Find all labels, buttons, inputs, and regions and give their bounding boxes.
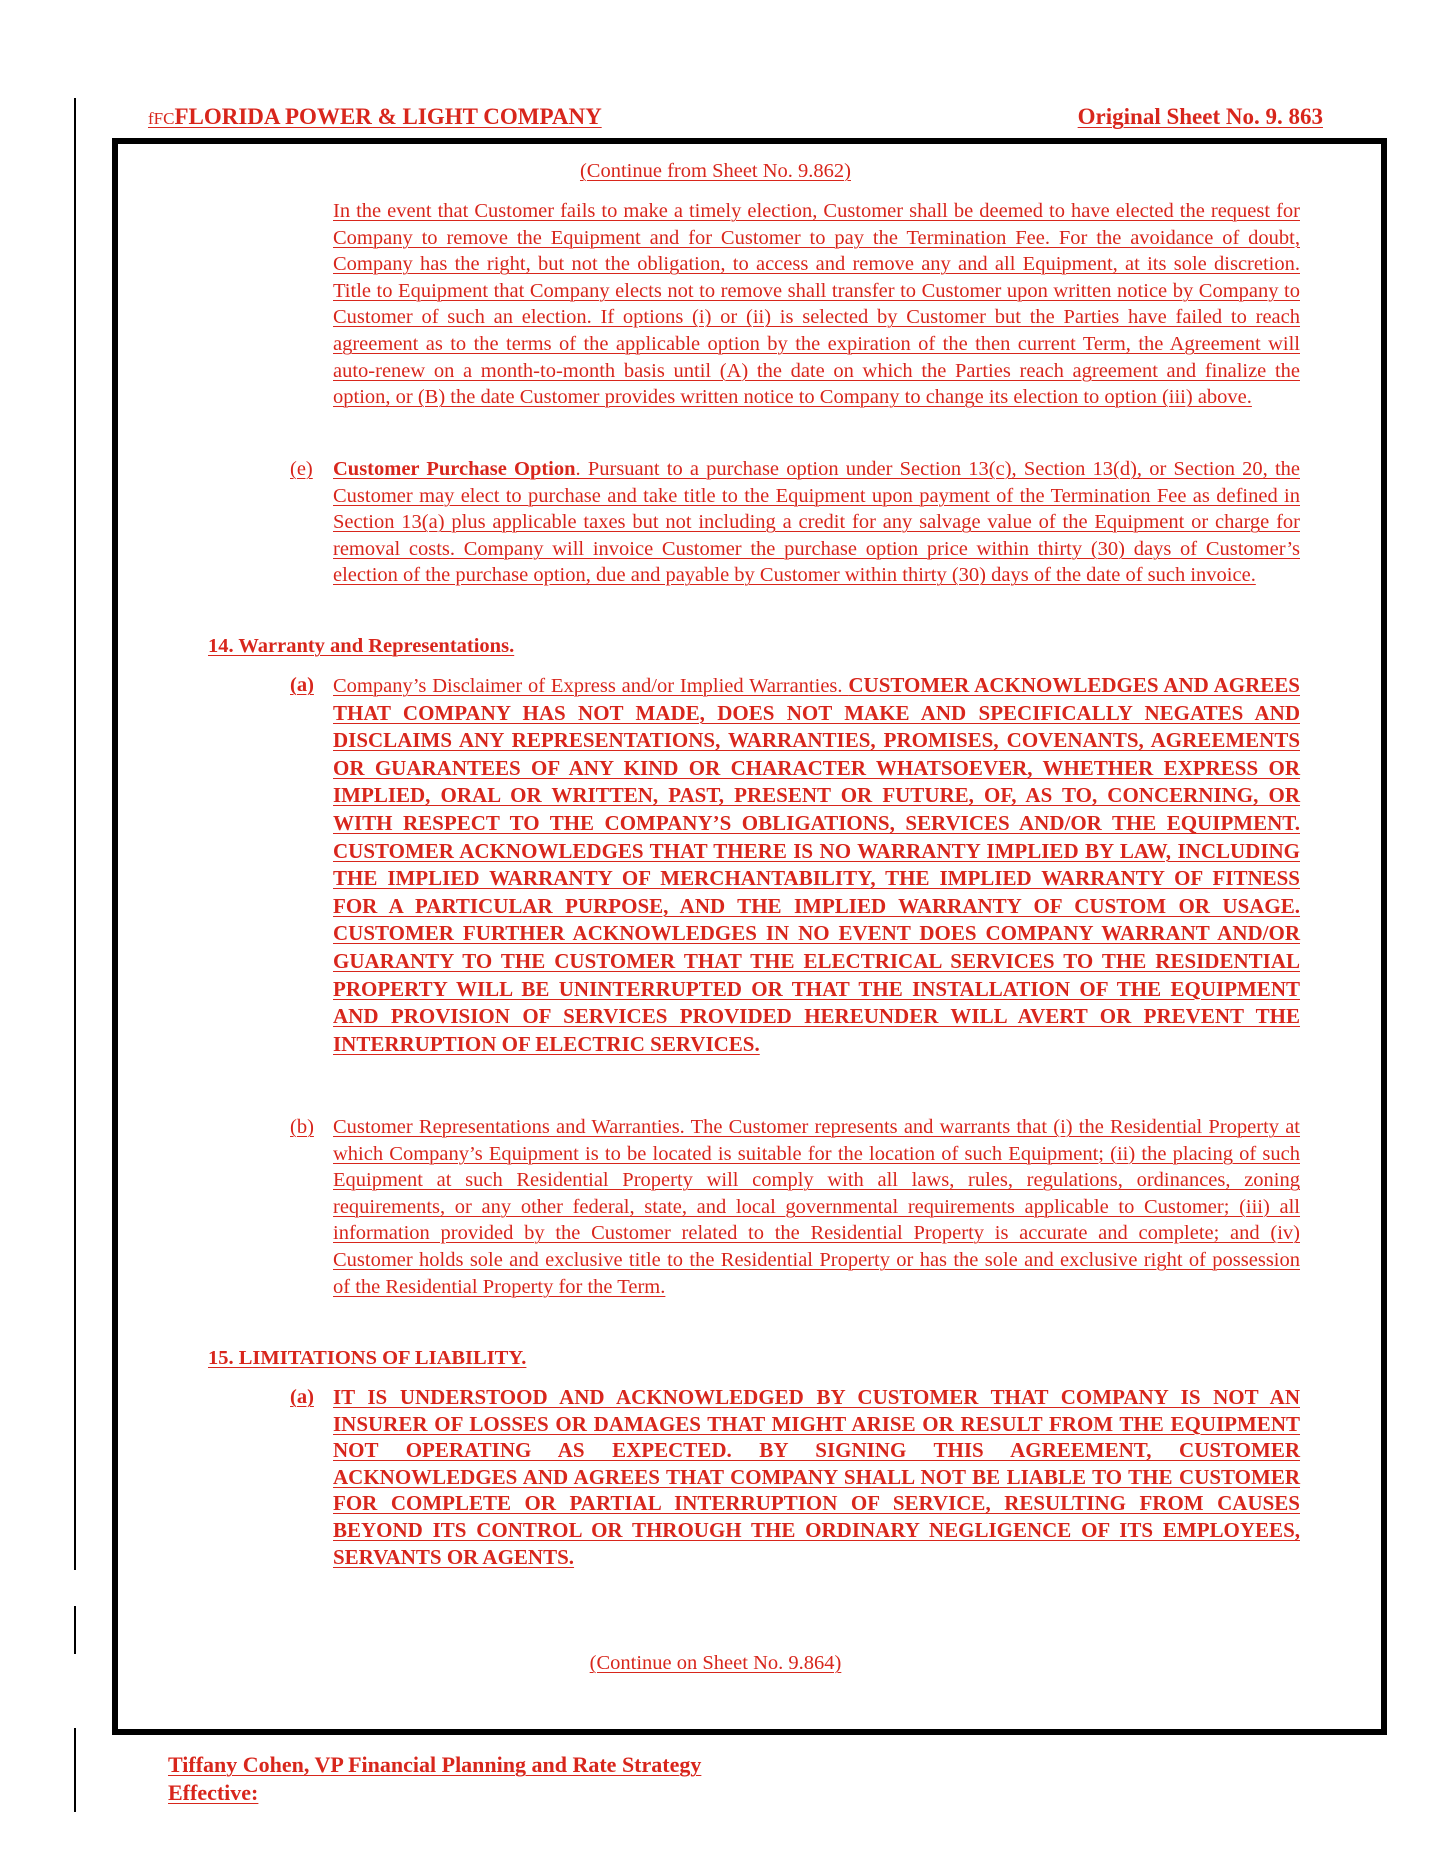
item-e-title: Customer Purchase Option: [333, 458, 576, 480]
continued-on: (Continue on Sheet No. 9.864): [589, 1652, 842, 1674]
item-14a-label: (a): [290, 674, 314, 696]
signatory: Tiffany Cohen, VP Financial Planning and Rate Strategy: [168, 1752, 702, 1777]
item-14a-lead: Company’s Disclaimer of Express and/or Implied Warranties.: [333, 675, 849, 697]
header-mark: fFC: [148, 109, 175, 128]
item-14b-paragraph: Customer Representations and Warranties. The Customer represents and warrants that (i) the Residential Property at which Company’s Equipment is to be located is suitable for the location of such Equipment; (ii) the placing of such Equipment at such Residential Property will comply with all laws, rules, regulations, ordinances, zoning requirements, or any other federal, state, and local governmental requirements applicable to Customer; (iii) all information provided by the Customer related to the Residential Property is accurate and complete; and (iv) Customer holds sole and exclusive title to the Residential Property or has the sole and exclusive right of possession of the Residential Property for the Term.: [333, 1116, 1300, 1298]
intro-paragraph: In the event that Customer fails to make a timely election, Customer shall be deemed to have elected the request for Company to remove the Equipment and for Customer to pay the Termination Fee. For the avoidance of doubt, Company has the right, but not the obligation, to access and remove any and all Equipment, at its sole discretion. Title to Equipment that Company elects not to remove shall transfer to Customer upon written notice by Company to Customer of such an election. If options (i) or (ii) is selected by Customer but the Parties have failed to reach agreement as to the terms of the applicable option by the expiration of the then current Term, the Agreement will auto-renew on a month-to-month basis until (A) the date on which the Parties reach agreement and finalize the option, or (B) the date Customer provides written notice to Company to change its election to option (iii) above.: [333, 200, 1300, 409]
section-15-heading: 15. LIMITATIONS OF LIABILITY.: [208, 1347, 527, 1369]
company-name: FLORIDA POWER & LIGHT COMPANY: [174, 104, 602, 129]
item-15a-paragraph: IT IS UNDERSTOOD AND ACKNOWLEDGED BY CUSTOMER THAT COMPANY IS NOT AN INSURER OF LOSSES OR DAMAGES THAT MIGHT ARISE OR RESULT FROM THE EQUIPMENT NOT OPERATING AS EXPECTED. BY SIGNING THIS AGREEMENT, CUSTOMER ACKNOWLEDGES AND AGREES THAT COMPANY SHALL NOT BE LIABLE TO THE CUSTOMER FOR COMPLETE OR PARTIAL INTERRUPTION OF SERVICE, RESULTING FROM CAUSES BEYOND ITS CONTROL OR THROUGH THE ORDINARY NEGLIGENCE OF ITS EMPLOYEES, SERVANTS OR AGENTS.: [333, 1385, 1300, 1569]
item-15a-label: (a): [290, 1386, 314, 1408]
item-14a-paragraph: [333, 672, 1300, 1058]
item-e-label: (e): [290, 458, 313, 480]
continued-from: (Continue from Sheet No. 9.862): [579, 160, 851, 182]
effective-date: Effective:: [168, 1780, 259, 1805]
item-14a-disclaimer: CUSTOMER ACKNOWLEDGES AND AGREES THAT COMPANY HAS NOT MADE, DOES NOT MAKE AND SPECIFICALLY NEGATES AND DISCLAIMS ANY REPRESENTATIONS, WARRANTIES, PROMISES, COVENANTS, AGREEMENTS OR GUARANTEES OF ANY KIND OR CHARACTER WHATSOEVER, WHETHER EXPRESS OR IMPLIED, ORAL OR WRITTEN, PAST, PRESENT OR FUTURE, OF, AS TO, CONCERNING, OR WITH RESPECT TO THE COMPANY’S OBLIGATIONS, SERVICES AND/OR THE EQUIPMENT. CUSTOMER ACKNOWLEDGES THAT THERE IS NO WARRANTY IMPLIED BY LAW, INCLUDING THE IMPLIED WARRANTY OF MERCHANTABILITY, THE IMPLIED WARRANTY OF FITNESS FOR A PARTICULAR PURPOSE, AND THE IMPLIED WARRANTY OF CUSTOM OR USAGE. CUSTOMER FURTHER ACKNOWLEDGES IN NO EVENT DOES COMPANY WARRANT AND/OR GUARANTY TO THE CUSTOMER THAT THE ELECTRICAL SERVICES TO THE RESIDENTIAL PROPERTY WILL BE UNINTERRUPTED OR THAT THE INSTALLATION OF THE EQUIPMENT AND PROVISION OF SERVICES PROVIDED HEREUNDER WILL AVERT OR PREVENT THE INTERRUPTION OF ELECTRIC SERVICES.: [333, 673, 1300, 1056]
section-14-heading: 14. Warranty and Representations.: [208, 635, 515, 657]
item-e-text: . Pursuant to a purchase option under Section 13(c), Section 13(d), or Section 20, the Customer may elect to purchase and take title to the Equipment upon payment of the Termination Fee as defined in Section 13(a) plus applicable taxes but not including a credit for any salvage value of the Equipment or charge for removal costs. Company will invoice Customer the purchase option price within thirty (30) days of Customer’s election of the purchase option, due and payable by Customer within thirty (30) days of the date of such invoice.: [333, 458, 1300, 587]
change-bar: [74, 98, 76, 1570]
change-bar: [74, 1728, 76, 1812]
change-bar: [74, 1606, 76, 1654]
sheet-number: Original Sheet No. 9. 863: [1077, 104, 1323, 129]
item-e-paragraph: [333, 456, 1300, 589]
item-14b-label: (b): [290, 1116, 314, 1138]
company-header: [148, 104, 602, 130]
